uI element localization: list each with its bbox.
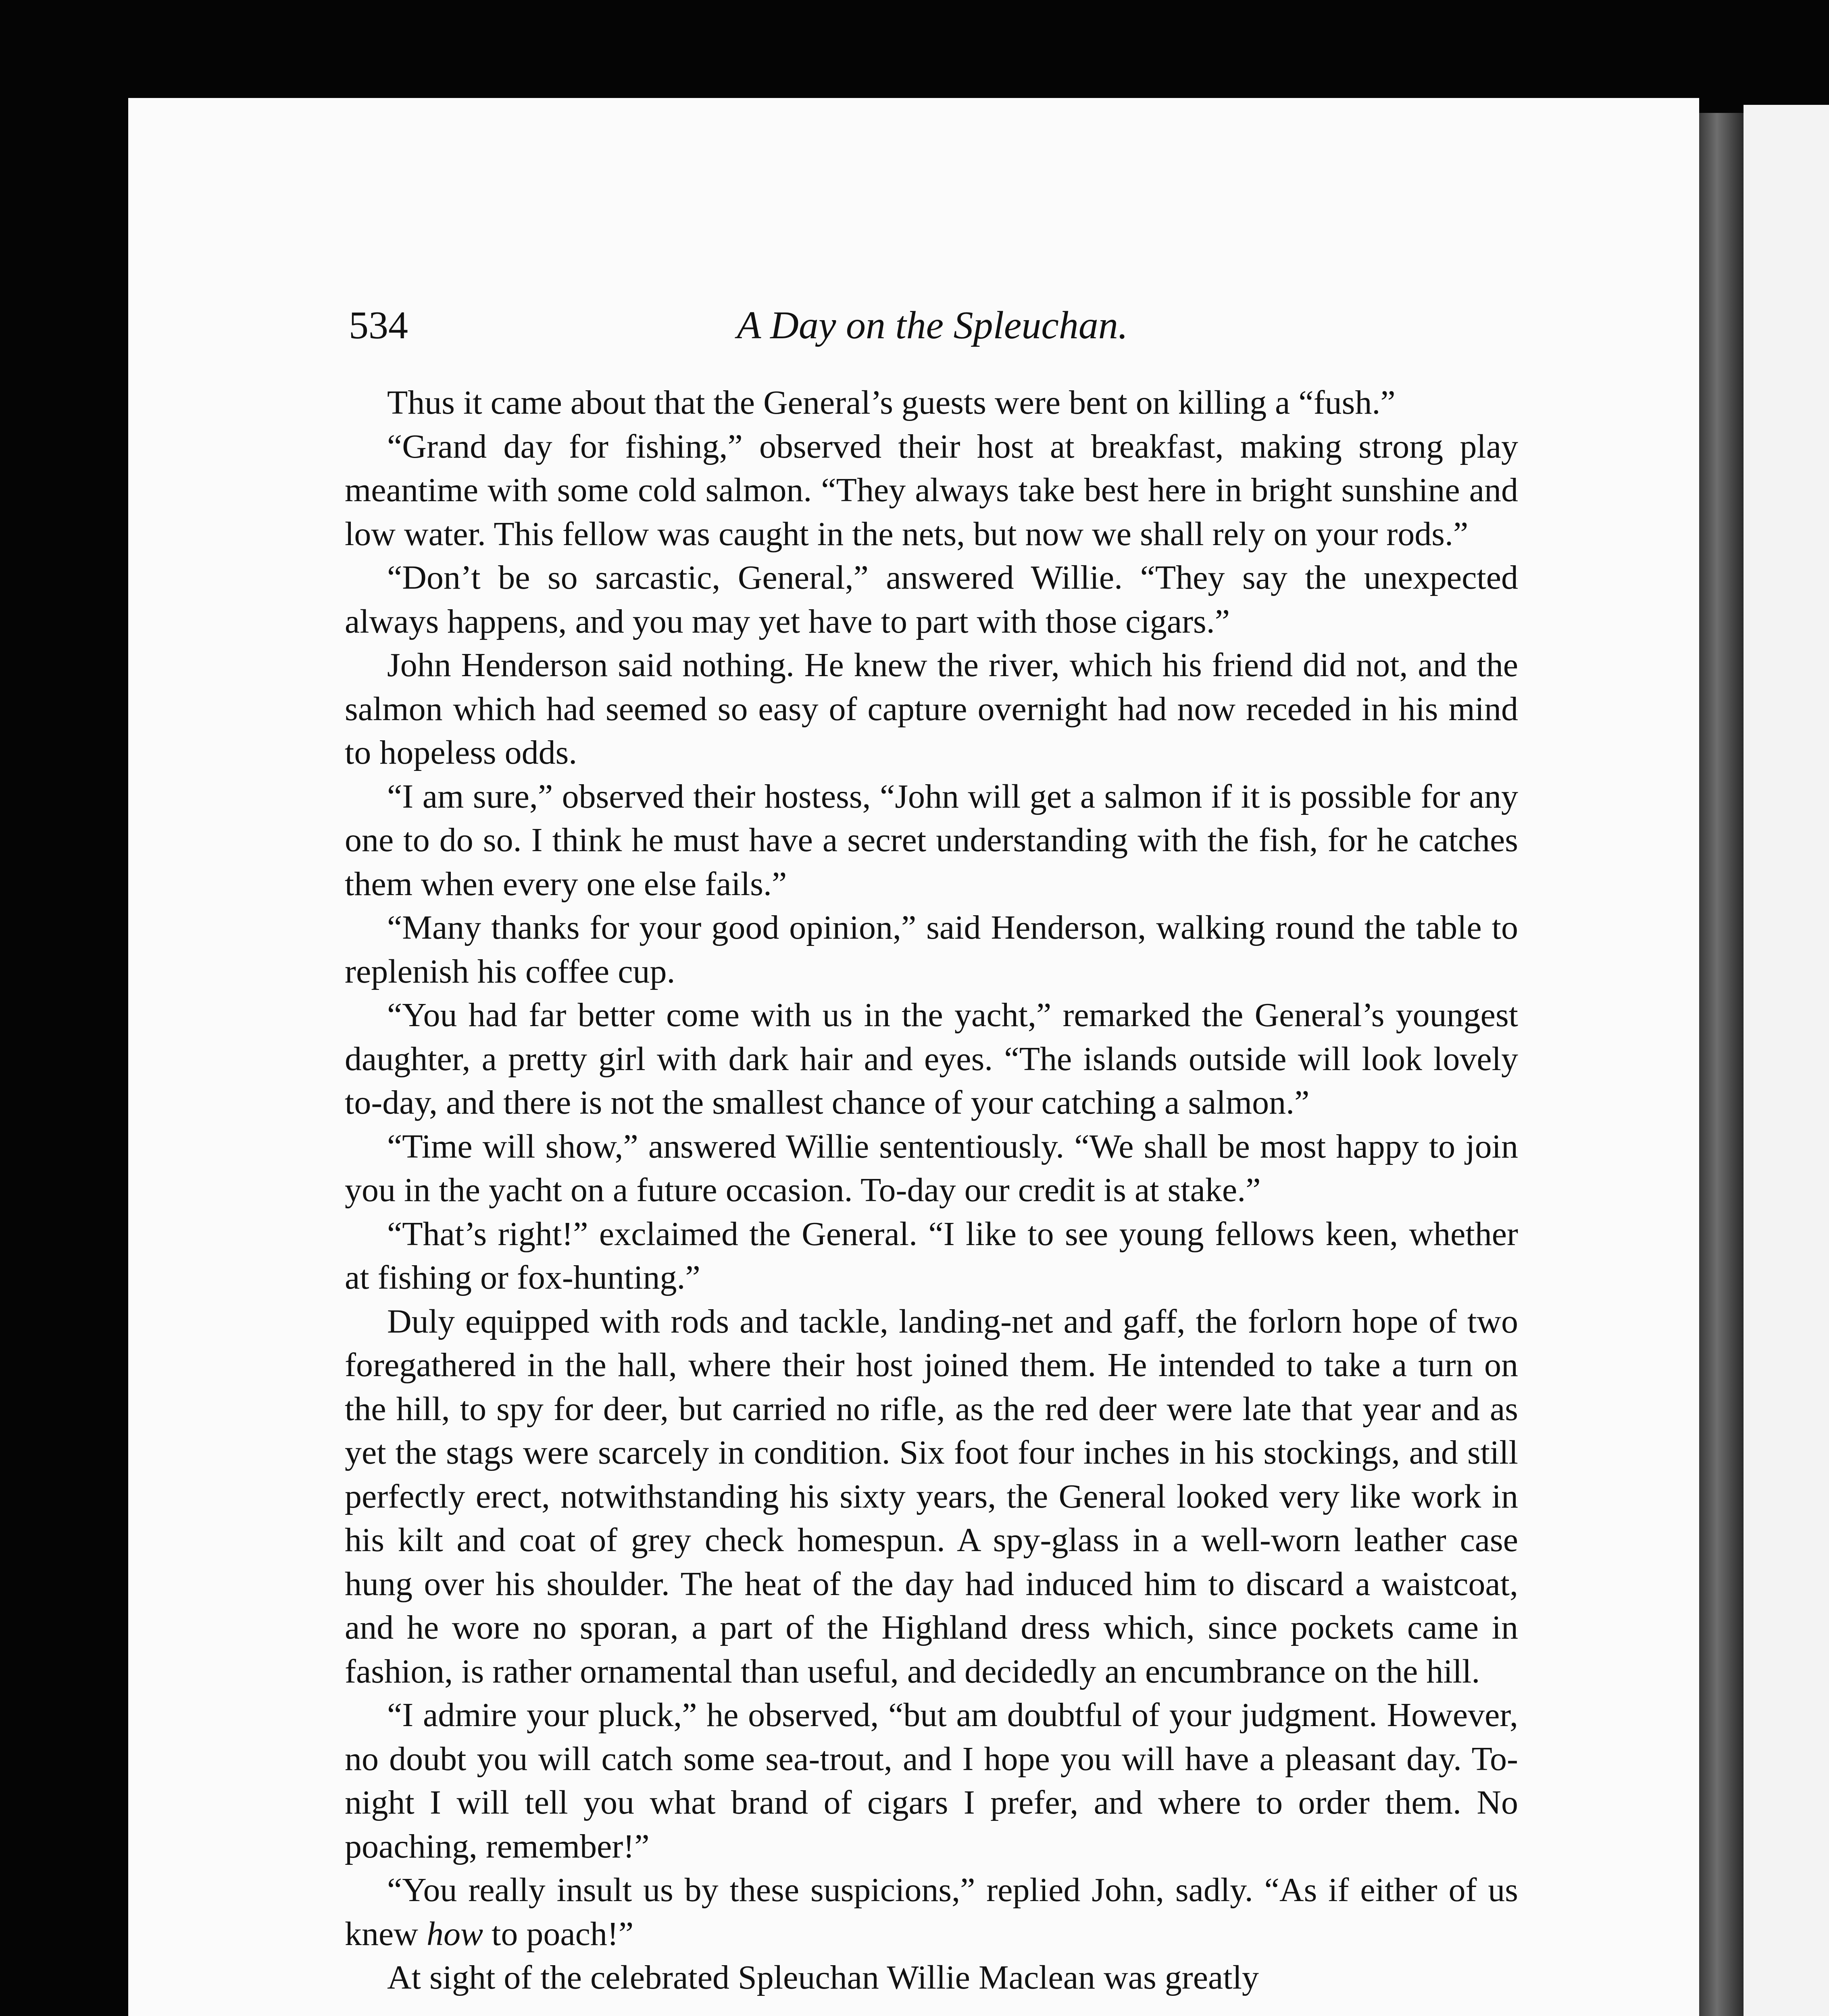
running-header bbox=[349, 299, 1516, 352]
paragraph: “You had far better come with us in the yacht,” remarked the General’s youngest daughter, a pretty girl with dark hair and eyes. “The islands outside will look lovely to-day, and there is not the smallest chance of your catching a salmon.” bbox=[345, 996, 1518, 1121]
body-text bbox=[345, 381, 1518, 2000]
paragraph: “Many thanks for your good opinion,” said Henderson, walking round the table to replenish his coffee cup. bbox=[345, 909, 1518, 990]
paragraph: “I admire your pluck,” he observed, “but am doubtful of your judgment. However, no doubt you will catch some sea-trout, and I hope you will have a pleasant day. To-night I will tell you what brand of cigars I prefer, and where to order them. No poaching, remember!” bbox=[345, 1696, 1518, 1865]
italic-word: how bbox=[426, 1915, 483, 1953]
paragraph: “That’s right!” exclaimed the General. “I like to see young fellows keen, whether at fishing or fox-hunting.” bbox=[345, 1215, 1518, 1296]
running-title: A Day on the Spleuchan. bbox=[737, 304, 1128, 347]
paragraph: “Grand day for fishing,” observed their host at breakfast, making strong play meantime with some cold salmon. “They always take best here in bright sunshine and low water. This fellow was caught in the nets, but now we shall rely on your rods.” bbox=[345, 427, 1518, 553]
paragraph: “I am sure,” observed their hostess, “John will get a salmon if it is possible for any one to do so. I think he must have a secret understanding with the fish, for he catches them when every one else fails.” bbox=[345, 777, 1518, 903]
paragraph-how-to-poach bbox=[345, 1868, 1518, 1956]
quote-end: to poach!” bbox=[483, 1915, 634, 1953]
paragraph: “Don’t be so sarcastic, General,” answered Willie. “They say the unexpected always happens, and you may yet have to part with those cigars.” bbox=[345, 559, 1518, 640]
page-edge-shadow bbox=[1699, 113, 1744, 2016]
next-page-edge bbox=[1744, 105, 1829, 2016]
paragraph: “Time will show,” answered Willie sententiously. “We shall be most happy to join you in the yacht on a future occasion. To-day our credit is at stake.” bbox=[345, 1127, 1518, 1209]
final-paragraph: At sight of the celebrated Spleuchan Willie Maclean was greatly bbox=[387, 1959, 1259, 1996]
page-number: 534 bbox=[349, 304, 408, 347]
paragraph: Duly equipped with rods and tackle, landing-net and gaff, the forlorn hope of two foregathered in the hall, where their host joined them. He intended to take a turn on the hill, to spy for deer, but carried no rifle, as the red deer were late that year and as yet the stags were scarcely in condition. Six foot four inches in his stockings, and still perfectly erect, notwithstanding his sixty years, the General looked very like work in his kilt and coat of grey check homespun. A spy-glass in a well-worn leather case hung over his shoulder. The heat of the day had induced him to discard a waistcoat, and he wore no sporan, a part of the Highland dress which, since pockets came in fashion, is rather ornamental than useful, and decidedly an encumbrance on the hill. bbox=[345, 1302, 1518, 1690]
quote-start: “You really insult us by these suspicions,” replied John, sadly. “As if either of us knew bbox=[345, 1871, 1518, 1953]
paragraph: John Henderson said nothing. He knew the river, which his friend did not, and the salmon which had seemed so easy of capture overnight had now receded in his mind to hopeless odds. bbox=[345, 646, 1518, 771]
paragraph: Thus it came about that the General’s guests were bent on killing a “fush.” bbox=[387, 384, 1396, 421]
